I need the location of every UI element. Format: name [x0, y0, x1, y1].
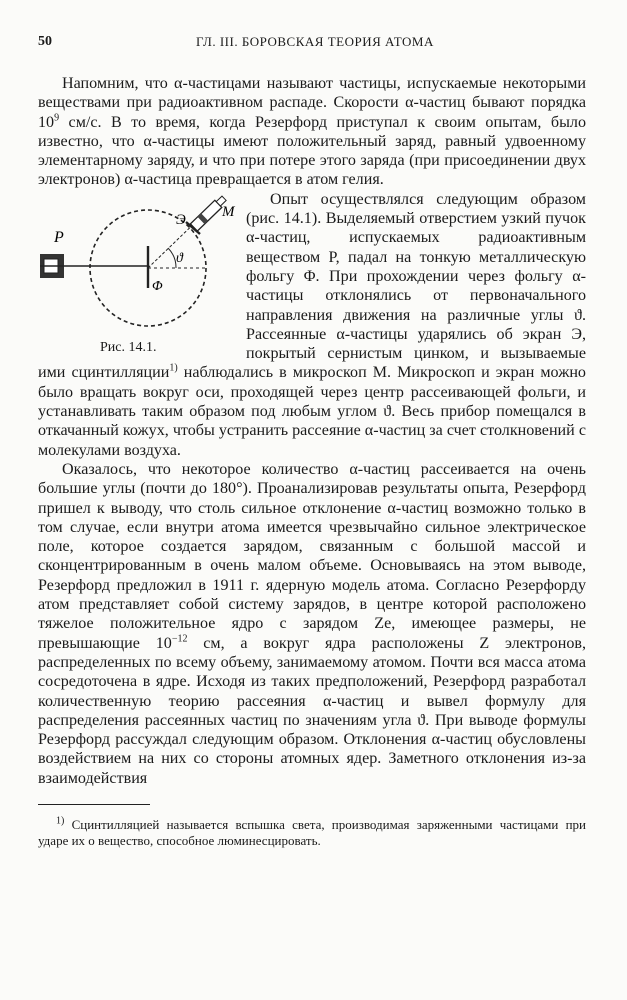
paragraph-2-text-a: Опыт осуществлялся следующим образом (рис. 14.1). Выделяемый отверстием узкий пучок α-частиц, испускаемых радиоактивным веществом P, падал на тонкую металлическую фольгу Φ. При прохождении через фольгу α-частицы отклонялись от первоначального направления движения на различные углы ϑ. Рассеянные α-частицы ударялись об экран Э, покрытый сернистым цинком, и вызываемые ими сцинтилляции [38, 190, 586, 382]
body-text [38, 74, 586, 788]
page [38, 34, 586, 849]
paragraph-3 [38, 460, 586, 788]
paragraph-1-text-b: см/с. В то время, когда Резерфорд приступал к своим опытам, было известно, что α-частицы имеют положительный заряд, равный удвоенному элементарному заряду, и что при потере этого заряда (при присоединении двух электронов) α-частица превращается в атом гелия. [38, 113, 586, 189]
label-angle-theta: ϑ [176, 250, 183, 266]
footnote [38, 817, 586, 849]
label-foil-phi: Φ [152, 278, 163, 294]
page-header [38, 34, 586, 56]
figure-14-1 [36, 192, 236, 354]
label-microscope-m: M [222, 203, 235, 220]
footnote-mark: 1) [56, 815, 65, 827]
label-screen: Э [176, 211, 186, 228]
label-source-p: P [54, 228, 64, 246]
paragraph-3-text-a: Оказалось, что некоторое количество α-частиц рассеивается на очень большие углы (почти до 180°). Проанализировав результаты опыта, Резерфорд пришел к выводу, что столь сильное отклонение α-частиц возможно только в том случае, если внутри атома имеется чрезвычайно сильное электрическое поле, которое создается зарядом, связанным с большой массой и сконцентрированным в очень малом объеме. Основываясь на этом выводе, Резерфорд предложил в 1911 г. ядерную модель атома. Согласно Резерфорду атом представляет собой систему зарядов, в центре которой расположено тяжелое положительное ядро с зарядом Ze, имеющее размеры, не превышающие 10 [38, 460, 586, 652]
figure-caption: Рис. 14.1. [100, 339, 157, 355]
running-title: ГЛ. III. БОРОВСКАЯ ТЕОРИЯ АТОМА [196, 34, 434, 49]
footnote-reference: 1) [169, 363, 178, 375]
paragraph-1 [38, 74, 586, 190]
rutherford-apparatus-diagram [36, 192, 236, 354]
paragraph-1-text-a: Напомним, что α-частицами называют частицы, испускаемые некоторыми веществами при радиоактивном распаде. Скорости α-частиц бывают порядка 10 [38, 75, 586, 131]
footnote-text: Сцинтилляцией называется вспышка света, производимая заряженными частицами при ударе их о вещество, способное люминесцировать. [38, 816, 586, 848]
paragraph-3-text-b: см, а вокруг ядра расположены Z электронов, распределенных по всему объему, занимаемому атомом. Почти вся масса атома сосредоточена в ядре. Исходя из таких предположений, Резерфорд разработал количественную теорию рассеяния α-частиц и вывел формулу для распределения рассеянных частиц по значениям угла ϑ. При выводе формулы Резерфорд рассуждал следующим образом. Отклонения α-частиц обусловлены воздействием на них со стороны атомных ядер. Заметного отклонения из-за взаимодействия [38, 634, 586, 787]
exponent-minus-12: −12 [171, 633, 188, 645]
angle-arc [168, 248, 176, 268]
microscope-body [190, 200, 221, 231]
exponent-9: 9 [54, 112, 60, 124]
page-number: 50 [38, 34, 52, 49]
paragraph-2-text-b: наблюдались в микроскоп M. Микроскоп и экран можно было вращать вокруг оси, проходящей через центр рассеивающей фольги, и устанавливать таким образом под любым углом ϑ. Весь прибор помещался в откачанный кожух, чтобы устранить рассеяние α-частиц за счет столкновений с молекулами воздуха. [38, 364, 586, 459]
footnote-divider [38, 804, 150, 805]
